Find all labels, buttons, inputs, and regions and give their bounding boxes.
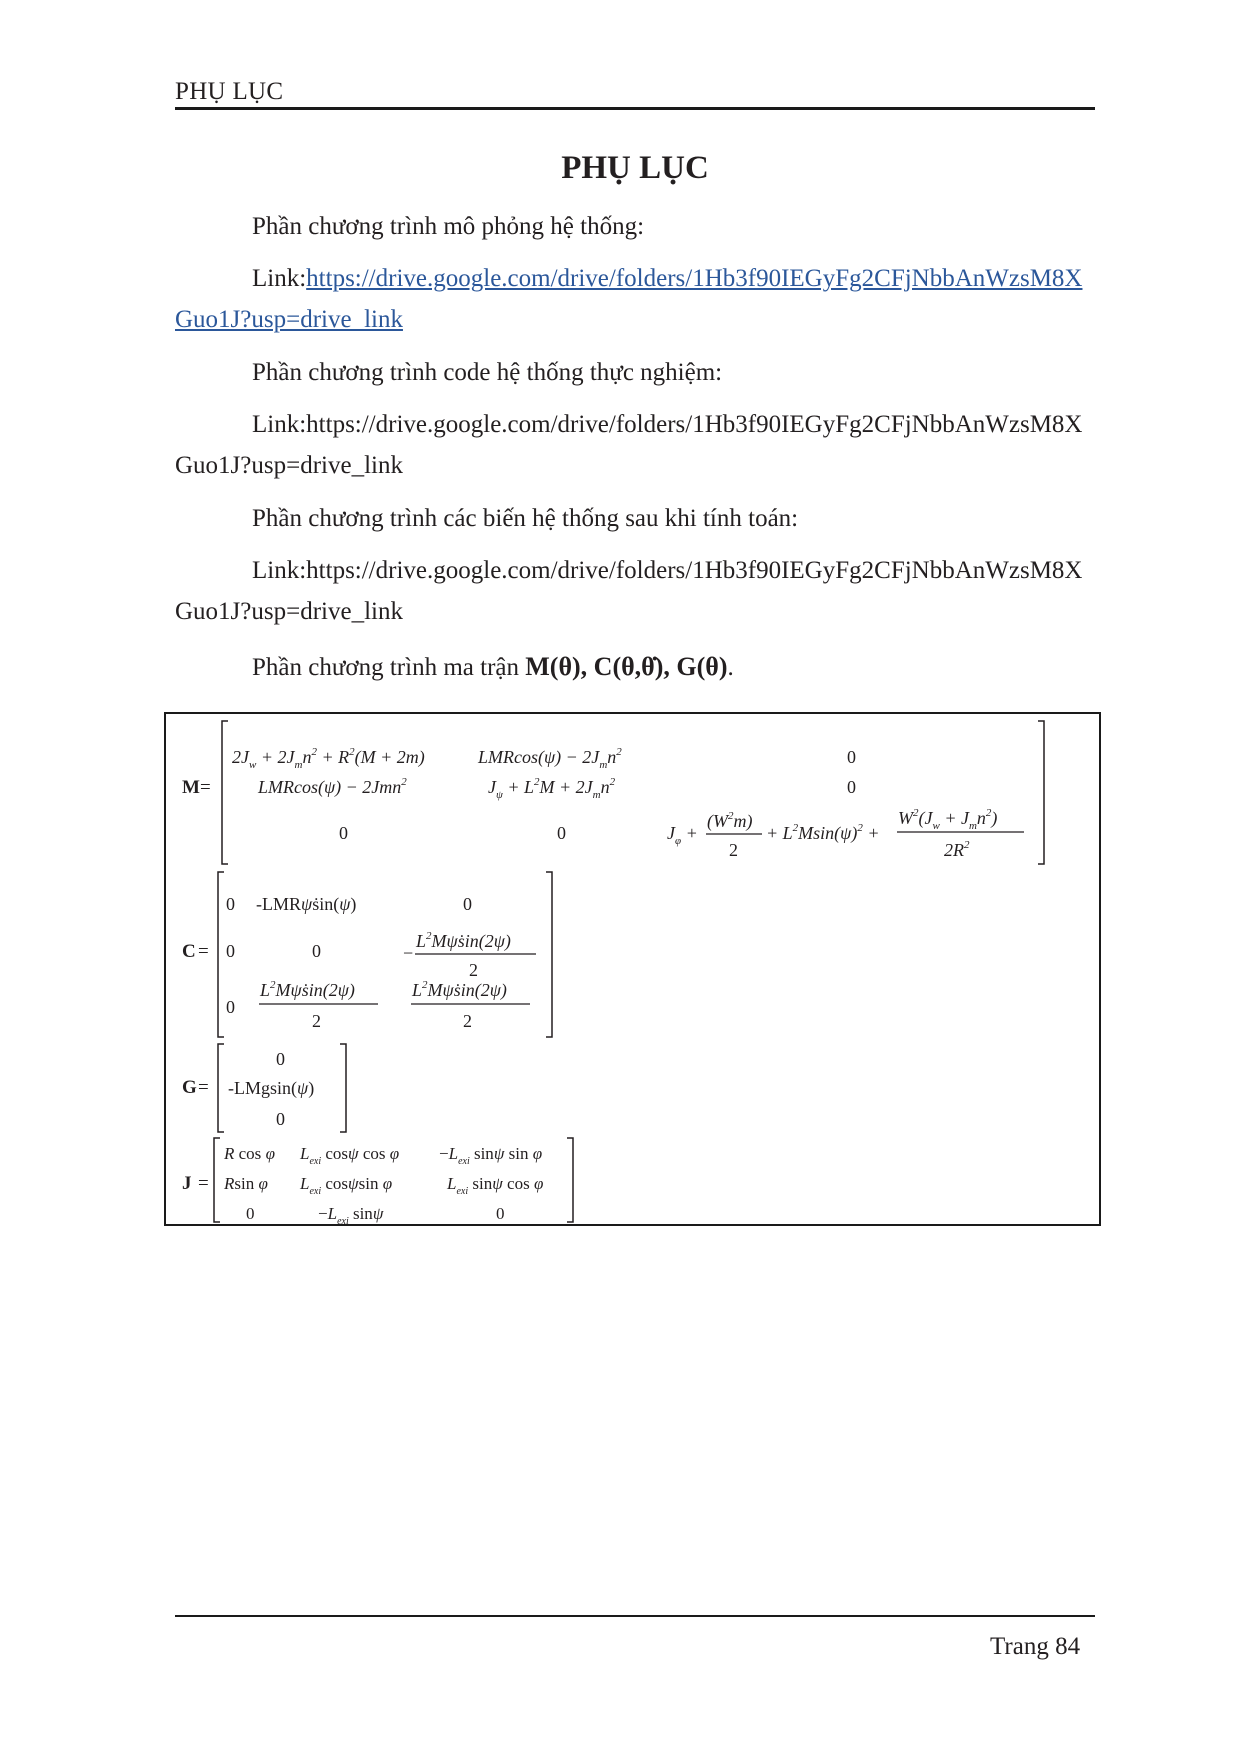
matrix-M-cell-3-2: 0 [557,823,566,843]
matrix-J-cell-1-1: R cos φ [224,1144,275,1163]
matrix-C-cell-1-2: -LMRψ̇sin(ψ) [256,894,357,914]
svg-text:L2Mψ̇sin(2ψ): $L^2M\psi̇\sin(2\psi)$ [412,979,507,1000]
matrix-J-cell-3-2: $-L_{exi}$ sinψ [318,1204,384,1227]
matrix-equations-box [164,712,1101,1226]
page-number: Trang 84 [990,1633,1081,1660]
matrix-J-cell-2-2: $L_{exi}$ cosψsin φ [300,1174,393,1197]
matrix-M-name: M [182,777,200,798]
equals-sign: = [198,941,209,962]
running-header: PHỤ LỤC [175,78,284,105]
matrix-J-cell-3-3: 0 [496,1204,505,1223]
page-title: PHỤ LỤC [561,150,709,186]
matrix-G-left-bracket [218,1044,224,1132]
svg-text:L2Mψ̇sin(2ψ): $L^2M\psi̇\sin(2\psi)$ [416,930,511,951]
matrix-G-right-bracket [340,1044,346,1132]
link-prefix: Link: [252,265,307,292]
matrix-M-cell-3-3 [667,807,1024,860]
simulation-drive-link[interactable]: https://drive.google.com/drive/folders/1Hb3f90IEGyFg2CFjNbbAnWzsM8XGuo1J?usp=drive_link [175,265,1083,333]
equals-sign: = [200,777,211,798]
matrix-M-cell-2-1: LMRcos(ψ) − 2Jmn$^2$ [258,776,407,797]
code-label: Phần chương trình code hệ thống thực nghiệm: [252,359,723,386]
simulation-label: Phần chương trình mô phỏng hệ thống: [252,213,645,240]
matrix-C-cell-2-3 [403,930,536,980]
footer-rule [175,1615,1095,1617]
header-rule [175,107,1095,110]
simulation-link-paragraph [175,258,1095,340]
link-prefix: Link: [252,411,307,438]
link-prefix: Link: [252,557,307,584]
matrix-C-left-bracket [218,872,224,1037]
matrix-J-cell-1-2: $L_{exi}$ cosψ cos φ [300,1144,400,1167]
matrix-J-cell-1-3: $-L_{exi}$ sinψ sin φ [439,1144,543,1167]
matrix-C-cell-2-2: 0 [312,941,321,961]
matrix-J-right-bracket [567,1138,573,1222]
matrix-M-cell-3-1: 0 [339,823,348,843]
matrix-label-paragraph [175,646,1095,688]
matrix-G-name: G [182,1077,197,1098]
svg-text:−: − [403,943,414,963]
svg-text:Jφ +: $J_\varphi$ + [667,823,698,847]
matrix-C-right-bracket [546,872,552,1037]
matrix-C-cell-3-3 [411,979,530,1031]
matrix-label: Phần chương trình ma trận [252,654,519,681]
svg-text:2: 2 [463,1011,472,1031]
matrix-label-end: . [727,654,734,681]
matrix-equations-figure [166,714,1103,1228]
svg-text:+ L2Msin(ψ)2 +: + $L^2Msin(\psi)^2$ + [766,822,880,843]
code-link-paragraph [175,404,1095,486]
variables-drive-link[interactable]: https://drive.google.com/drive/folders/1Hb3f90IEGyFg2CFjNbbAnWzsM8XGuo1J?usp=drive_link [175,557,1083,625]
matrix-M-cell-1-1: $2J_w + 2J_mn^2 + R^2(M + 2m)$ [232,746,425,771]
matrix-M-right-bracket [1038,721,1044,864]
svg-text:2R2: $2R^2$ [944,839,970,860]
matrix-J-cell-3-1: 0 [246,1204,255,1223]
svg-text:L2Mψ̇sin(2ψ): $L^2M\psi̇\sin(2\psi)$ [260,979,355,1000]
equals-sign: = [198,1077,209,1098]
matrix-G-cell-3: 0 [276,1109,285,1129]
matrix-C-cell-1-3: 0 [463,894,472,914]
svg-text:2: 2 [469,960,478,980]
matrix-C-cell-3-1: 0 [226,997,235,1017]
matrix-J-cell-2-1: Rsin φ [224,1174,268,1193]
matrix-M-cell-2-3: 0 [847,777,856,797]
matrix-C-name: C [182,941,196,962]
matrix-G-cell-2: -LMgsin(ψ) [228,1078,315,1098]
matrix-J-name: J [182,1173,192,1194]
code-drive-link[interactable]: https://drive.google.com/drive/folders/1Hb3f90IEGyFg2CFjNbbAnWzsM8XGuo1J?usp=drive_link [175,411,1083,479]
equals-sign: = [198,1173,209,1194]
matrix-M-cell-1-3: 0 [847,747,856,767]
matrix-G-cell-1: 0 [276,1049,285,1069]
matrix-J-cell-2-3: $L_{exi}$ sinψ cos φ [447,1174,544,1197]
matrix-M-cell-1-2: $LMRcos(\psi) - 2J_mn^2$ [478,746,622,771]
variables-label: Phần chương trình các biến hệ thống sau khi tính toán: [252,505,799,532]
matrix-C-cell-2-1: 0 [226,941,235,961]
svg-text:2: 2 [729,840,738,860]
matrix-M-left-bracket [222,721,228,864]
matrix-M-cell-2-2: $J_\psi + L^2M + 2J_mn^2$ [488,776,616,801]
matrix-expression: M(θ), C(θ,θ̇), G(θ) [525,652,728,681]
variables-link-paragraph [175,550,1095,632]
svg-text:(W2m): $(W^2m)$ [707,810,753,831]
svg-text:W2(Jw + Jmn2): $W^2(J_w + J_mn^2)$ [898,807,998,832]
matrix-J-left-bracket [214,1138,220,1222]
matrix-C-cell-3-2 [259,979,378,1031]
matrix-C-cell-1-1: 0 [226,894,235,914]
svg-text:2: 2 [312,1011,321,1031]
